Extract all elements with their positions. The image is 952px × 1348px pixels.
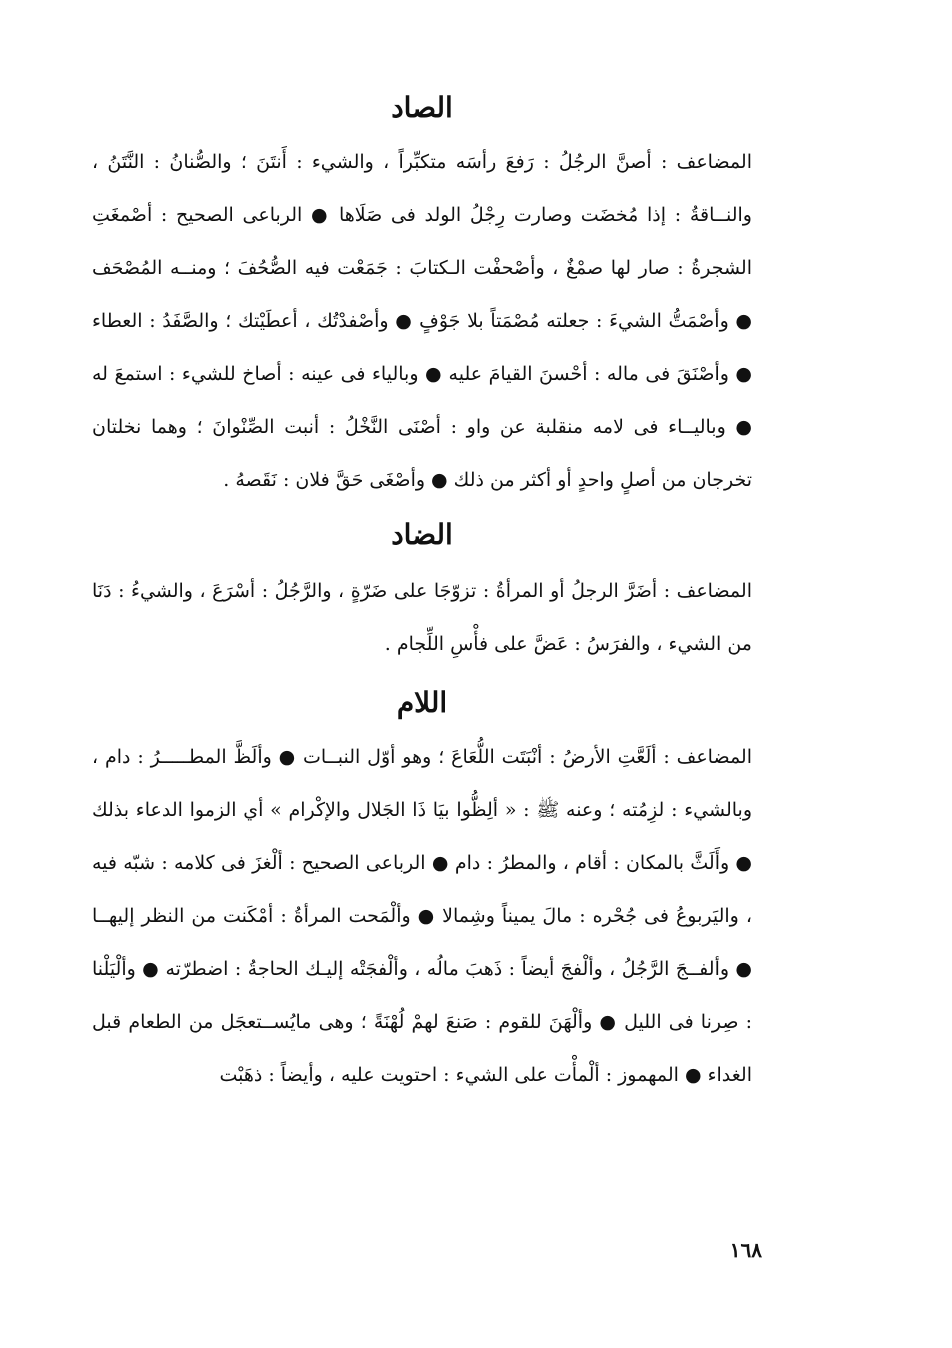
section-body-lam: المضاعف : ألَعَّتِ الأرضُ : أنْبَتَت اللُّعَاعَ ؛ وهو أوّل النبــات ● وألَظَّ المطـــــرُ : دام ، وبالشيء : لزِمُته ؛ وعنه ﷺ : « ألِظُّوا بيَا ذَا الجَلال والإكْرام » أي الزموا الدعاء بذلك ● وأَلَثَّ بالمكان : أقام ، والمطرُ : دام ● الرباعى الصحيح : ألْغزَ فى كلامه : شبّه فيه ، واليَربوعُ فى جُحْره : مالَ يميناً وشِمالا ● وألْمَحت المرأةُ : أمْكَنت من النظر إليهــا ● وألفــجَ الرَّجُلُ ، وألْفجَ أيضاً : ذَهبَ مالُه ، وألْفجَتْه إليـك الحاجةُ : اضطرّته ● وألْيَلْنا : صِرنا فى الليل ● وألْهَنَ للقوم : صَنعَ لهمْ لُهْنَةً ؛ وهى مايُســتعجَل من الطعام قبل الغداء ● المهموز : ألْمأْت على الشيء : احتويت عليه ، وأيضاً : ذهَبْت <box>92 746 752 1086</box>
section-heading-sad: الصاد <box>391 91 453 124</box>
section-body-dad: المضاعف : أضَرَّ الرجلُ أو المرأةُ : تزوّجَا على ضَرّةٍ ، والرَّجُلُ : أسْرَعَ ، والشيءُ : دَنَا من الشيء ، والفرَسُ : عَضَّ على فأْسِ اللِّجام . <box>92 580 752 655</box>
page-number: ١٦٨ <box>729 1238 762 1262</box>
section-lam <box>92 681 752 1102</box>
section-dad <box>92 513 752 671</box>
section-heading-dad: الضاد <box>391 518 453 551</box>
section-heading-lam: اللام <box>396 686 448 719</box>
section-body-sad: المضاعف : أصنَّ الرجُلُ : رَفعَ رأسَه متكبِّراً ، والشيء : أَنتَنَ ؛ والصُّنانُ : النَّتَنُ ، والنــاقةُ : إذا مُخضَت وصارت رِجْلُ الولد فى صَلَاها ● الرباعى الصحيح : أصْمغَتِ الشجرةُ : صار لها صمْغٌ ، وأصْحفْت الـكتابَ : جَمَعْت فيه الصُّحُفَ ؛ ومنــه المُصْحَف ● وأصْمَتُّ الشيءَ : جعلته مُصْمَتاً بلا جَوْفٍ ● وأصْفدْتُك ، أعطَيْتك ؛ والصَّفَدُ : العطاء ● وأصْنَقَ فى ماله : أحْسنَ القيامَ عليه ● وبالياء فى عينه : أصاخ للشيء : استمعَ له ● وباليــاء فى لامه منقلبة عن واو : أصْنَى النَّخْلُ : أنبت الصِّنْوانَ ؛ وهما نخلتان تخرجان من أصلٍ واحدٍ أو أكثر من ذلك ● وأصْغَى حَقَّ فلان : نَقَصهُ . <box>92 151 752 491</box>
document-page <box>92 78 752 1318</box>
section-sad <box>92 86 752 507</box>
